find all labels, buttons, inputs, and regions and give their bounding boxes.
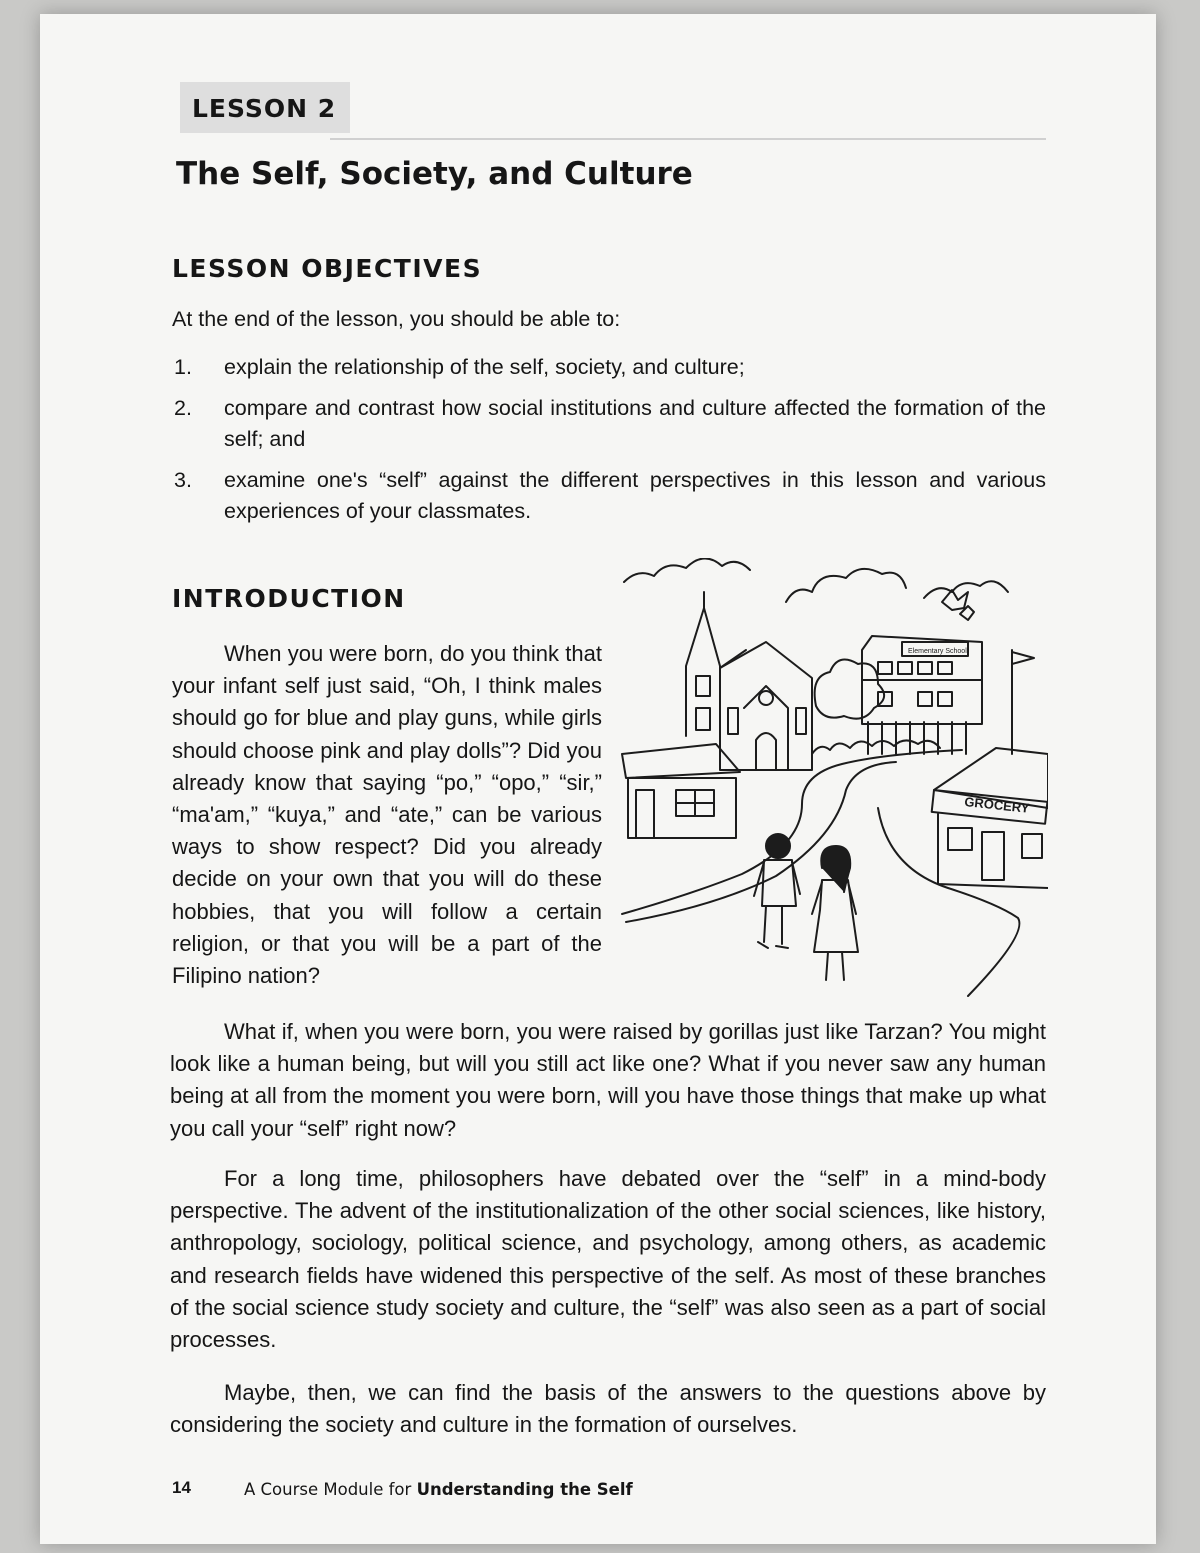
cloud	[924, 581, 1008, 598]
intro-paragraph-4: Maybe, then, we can find the basis of the answers to the questions above by considering the society and culture in the formation of ourselves.	[170, 1380, 1046, 1438]
intro-paragraph-2: What if, when you were born, you were raised by gorillas just like Tarzan? You might look like a human being, but will you still act like one? What if you never saw any human being at all from the moment you were born, will you have those things that make up what you call your “self” right now?	[170, 1019, 1046, 1141]
page-number: 14	[172, 1478, 191, 1497]
tree	[815, 660, 885, 719]
road-edge	[626, 762, 896, 922]
objective-item	[172, 465, 1046, 527]
objectives-lead: At the end of the lesson, you should be able to:	[172, 307, 621, 331]
course-name	[244, 1480, 633, 1499]
intro-paragraph-3: For a long time, philosophers have debated over the “self” in a mind-body perspective. The advent of the institutionalization of the other social sciences, like history, anthropology, sociology, political science, and psychology, among others, as academic and research fields have widened this perspective of the self. As most of these branches of the social science study society and culture, the “self” was also seen as a part of social processes.	[170, 1166, 1046, 1353]
grocery-store	[932, 748, 1048, 888]
fence	[868, 722, 966, 754]
intro-paragraph-1: When you were born, do you think that your infant self just said, “Oh, I think males should go for blue and play guns, while girls should choose pink and play dolls”? Did you already know that saying “po,” “opo,” “sir,” “ma'am,” “kuya,” and “ate,” can be various ways to show respect? Did you already decide on your own that you will do these hobbies, that you will follow a certain religion, or that you will be a part of the Filipino nation?	[172, 641, 602, 989]
lesson-label: LESSON 2	[180, 82, 350, 133]
course-title: Understanding the Self	[416, 1480, 633, 1499]
introduction-heading: INTRODUCTION	[172, 584, 406, 613]
house	[622, 744, 740, 838]
objective-text: explain the relationship of the self, society, and culture;	[224, 355, 745, 379]
objective-item	[172, 393, 1046, 455]
church	[686, 592, 812, 770]
town-illustration	[616, 558, 1048, 998]
objectives-heading: LESSON OBJECTIVES	[172, 254, 483, 283]
grocery-sign: GROCERY	[963, 794, 1031, 816]
objective-number: 3.	[174, 468, 192, 492]
objective-text: examine one's “self” against the different perspectives in this lesson and various experiences of your classmates.	[224, 468, 1046, 523]
lesson-title: The Self, Society, and Culture	[176, 156, 693, 192]
objective-text: compare and contrast how social institutions and culture affected the formation of the self; and	[224, 396, 1046, 451]
objective-number: 2.	[174, 396, 192, 420]
school-building	[862, 636, 1034, 754]
school-sign: Elementary School	[908, 648, 967, 655]
objectives-list	[172, 352, 1046, 537]
objective-item	[172, 352, 1046, 383]
bird	[942, 590, 968, 610]
header-rule	[330, 138, 1046, 140]
girl-figure	[812, 846, 858, 980]
course-prefix: A Course Module for	[244, 1480, 412, 1499]
cloud	[786, 569, 906, 602]
boy-figure	[754, 834, 800, 948]
page-footer	[172, 1478, 633, 1499]
cloud	[624, 558, 750, 582]
objective-number: 1.	[174, 355, 192, 379]
